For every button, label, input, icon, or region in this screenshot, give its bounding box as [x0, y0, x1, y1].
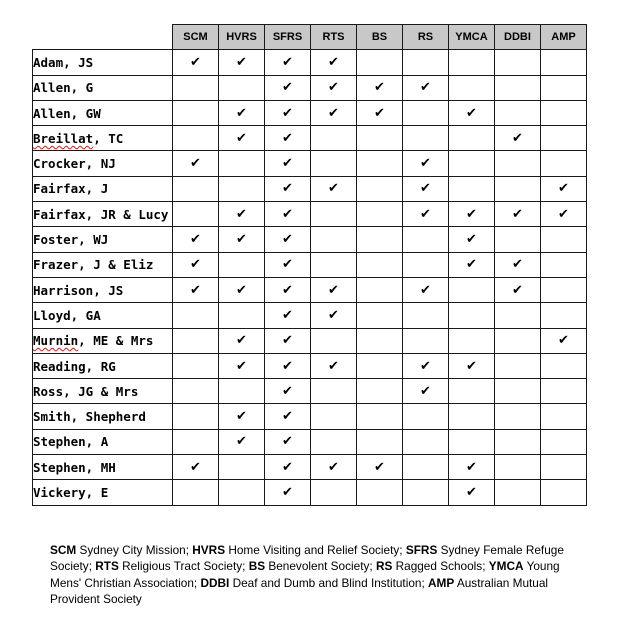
empty-cell	[219, 303, 265, 328]
empty-cell	[173, 303, 219, 328]
empty-cell	[403, 429, 449, 454]
check-mark-icon: ✔	[403, 151, 449, 176]
check-mark-icon: ✔	[219, 353, 265, 378]
member-name: Reading, RG	[33, 353, 173, 378]
empty-cell	[495, 404, 541, 429]
legend-abbr: SCM	[50, 543, 77, 557]
empty-cell	[173, 480, 219, 505]
empty-cell	[311, 404, 357, 429]
check-mark-icon: ✔	[265, 176, 311, 201]
column-header-amp: AMP	[541, 25, 587, 50]
column-header-scm: SCM	[173, 25, 219, 50]
table-row	[33, 429, 587, 454]
check-mark-icon: ✔	[311, 353, 357, 378]
check-mark-icon: ✔	[357, 100, 403, 125]
empty-cell	[311, 480, 357, 505]
empty-cell	[311, 227, 357, 252]
empty-cell	[541, 277, 587, 302]
legend-full-name: Religious Tract Society	[122, 559, 243, 574]
check-mark-icon: ✔	[265, 429, 311, 454]
legend-abbr: AMP	[428, 575, 455, 590]
empty-cell	[495, 379, 541, 404]
empty-cell	[541, 252, 587, 277]
empty-cell	[357, 303, 403, 328]
member-name: Fairfax, J	[33, 176, 173, 201]
check-mark-icon: ✔	[403, 277, 449, 302]
legend-full-name: Sydney Female Refuge Society	[50, 543, 564, 574]
empty-cell	[357, 126, 403, 151]
empty-cell	[357, 151, 403, 176]
empty-cell	[541, 429, 587, 454]
check-mark-icon: ✔	[219, 328, 265, 353]
member-name: Crocker, NJ	[33, 151, 173, 176]
check-mark-icon: ✔	[265, 379, 311, 404]
empty-cell	[449, 277, 495, 302]
check-mark-icon: ✔	[265, 50, 311, 75]
empty-cell	[403, 455, 449, 480]
column-header-ddbi: DDBI	[495, 25, 541, 50]
column-header-sfrs: SFRS	[265, 25, 311, 50]
empty-cell	[449, 151, 495, 176]
check-mark-icon: ✔	[449, 480, 495, 505]
empty-cell	[403, 227, 449, 252]
check-mark-icon: ✔	[265, 202, 311, 227]
empty-cell	[495, 303, 541, 328]
check-mark-icon: ✔	[357, 75, 403, 100]
empty-cell	[449, 429, 495, 454]
empty-cell	[449, 328, 495, 353]
empty-cell	[449, 303, 495, 328]
legend-footnote: SCM Sydney City Mission; HVRS Home Visiting and Relief Society; SFRS Sydney Female Refuge Society; RTS Religious Tract Society; BS Benevolent Society; RS Ragged Schools; YMCA Young Mens' Christian Association; DDBI Deaf and Dumb and Blind Institution; AMP Australian Mutual Provident Society	[50, 543, 564, 606]
empty-cell	[495, 480, 541, 505]
check-mark-icon: ✔	[173, 227, 219, 252]
check-mark-icon: ✔	[449, 455, 495, 480]
corner-cell	[33, 25, 173, 50]
member-name: Allen, G	[33, 75, 173, 100]
empty-cell	[357, 252, 403, 277]
table-row	[33, 252, 587, 277]
member-name: Smith, Shepherd	[33, 404, 173, 429]
table-row	[33, 202, 587, 227]
check-mark-icon: ✔	[495, 126, 541, 151]
check-mark-icon: ✔	[311, 75, 357, 100]
check-mark-icon: ✔	[403, 379, 449, 404]
check-mark-icon: ✔	[219, 404, 265, 429]
empty-cell	[173, 202, 219, 227]
empty-cell	[219, 151, 265, 176]
empty-cell	[541, 151, 587, 176]
empty-cell	[219, 176, 265, 201]
member-name: Stephen, MH	[33, 455, 173, 480]
check-mark-icon: ✔	[403, 75, 449, 100]
legend-full-name: Ragged Schools	[395, 559, 483, 574]
empty-cell	[449, 404, 495, 429]
check-mark-icon: ✔	[173, 252, 219, 277]
check-mark-icon: ✔	[541, 176, 587, 201]
empty-cell	[357, 277, 403, 302]
legend-abbr: BS	[248, 559, 266, 574]
empty-cell	[357, 176, 403, 201]
empty-cell	[173, 353, 219, 378]
table-row	[33, 455, 587, 480]
check-mark-icon: ✔	[265, 75, 311, 100]
check-mark-icon: ✔	[357, 455, 403, 480]
empty-cell	[357, 404, 403, 429]
empty-cell	[403, 404, 449, 429]
member-name: Foster, WJ	[33, 227, 173, 252]
check-mark-icon: ✔	[265, 303, 311, 328]
table-row	[33, 303, 587, 328]
legend-full-name: Sydney City Mission	[79, 543, 186, 557]
check-mark-icon: ✔	[311, 50, 357, 75]
empty-cell	[173, 328, 219, 353]
membership-table	[32, 24, 587, 506]
empty-cell	[311, 126, 357, 151]
check-mark-icon: ✔	[265, 328, 311, 353]
member-name: Lloyd, GA	[33, 303, 173, 328]
check-mark-icon: ✔	[449, 100, 495, 125]
member-name: Harrison, JS	[33, 277, 173, 302]
empty-cell	[541, 480, 587, 505]
table-row	[33, 151, 587, 176]
empty-cell	[541, 455, 587, 480]
check-mark-icon: ✔	[449, 252, 495, 277]
check-mark-icon: ✔	[311, 277, 357, 302]
empty-cell	[449, 126, 495, 151]
member-name: Adam, JS	[33, 50, 173, 75]
check-mark-icon: ✔	[219, 429, 265, 454]
empty-cell	[403, 126, 449, 151]
column-header-bs: BS	[357, 25, 403, 50]
check-mark-icon: ✔	[495, 252, 541, 277]
empty-cell	[403, 252, 449, 277]
column-header-ymca: YMCA	[449, 25, 495, 50]
check-mark-icon: ✔	[311, 455, 357, 480]
check-mark-icon: ✔	[219, 100, 265, 125]
empty-cell	[495, 353, 541, 378]
check-mark-icon: ✔	[449, 353, 495, 378]
column-header-hvrs: HVRS	[219, 25, 265, 50]
empty-cell	[541, 100, 587, 125]
empty-cell	[449, 75, 495, 100]
empty-cell	[311, 429, 357, 454]
check-mark-icon: ✔	[311, 176, 357, 201]
empty-cell	[173, 176, 219, 201]
empty-cell	[311, 379, 357, 404]
check-mark-icon: ✔	[265, 455, 311, 480]
empty-cell	[495, 100, 541, 125]
member-name: Breillat, TC	[33, 126, 173, 151]
empty-cell	[495, 455, 541, 480]
empty-cell	[495, 328, 541, 353]
empty-cell	[173, 379, 219, 404]
member-name: Vickery, E	[33, 480, 173, 505]
legend-full-name: Deaf and Dumb and Blind Institution	[232, 575, 422, 590]
empty-cell	[357, 353, 403, 378]
legend-abbr: RTS	[95, 559, 119, 574]
legend-full-name: Young Mens' Christian Association	[50, 559, 560, 590]
check-mark-icon: ✔	[219, 50, 265, 75]
empty-cell	[403, 50, 449, 75]
legend-abbr: YMCA	[488, 559, 524, 574]
member-name: Allen, GW	[33, 100, 173, 125]
empty-cell	[357, 202, 403, 227]
check-mark-icon: ✔	[449, 227, 495, 252]
empty-cell	[495, 50, 541, 75]
empty-cell	[541, 379, 587, 404]
empty-cell	[219, 379, 265, 404]
empty-cell	[541, 126, 587, 151]
check-mark-icon: ✔	[219, 126, 265, 151]
check-mark-icon: ✔	[495, 277, 541, 302]
check-mark-icon: ✔	[265, 353, 311, 378]
check-mark-icon: ✔	[403, 353, 449, 378]
check-mark-icon: ✔	[265, 404, 311, 429]
member-name: Frazer, J & Eliz	[33, 252, 173, 277]
check-mark-icon: ✔	[265, 100, 311, 125]
table-body	[33, 50, 587, 505]
empty-cell	[449, 176, 495, 201]
empty-cell	[357, 50, 403, 75]
empty-cell	[357, 379, 403, 404]
empty-cell	[495, 429, 541, 454]
empty-cell	[541, 404, 587, 429]
legend-full-name: Benevolent Society	[268, 559, 370, 574]
check-mark-icon: ✔	[495, 202, 541, 227]
empty-cell	[311, 151, 357, 176]
empty-cell	[173, 404, 219, 429]
check-mark-icon: ✔	[219, 227, 265, 252]
table-row	[33, 404, 587, 429]
check-mark-icon: ✔	[173, 50, 219, 75]
check-mark-icon: ✔	[449, 202, 495, 227]
check-mark-icon: ✔	[173, 277, 219, 302]
legend-full-name: Australian Mutual Provident Society	[50, 575, 549, 606]
empty-cell	[219, 252, 265, 277]
empty-cell	[357, 328, 403, 353]
empty-cell	[357, 227, 403, 252]
empty-cell	[357, 429, 403, 454]
table-row	[33, 277, 587, 302]
table-row	[33, 328, 587, 353]
empty-cell	[541, 50, 587, 75]
empty-cell	[541, 227, 587, 252]
check-mark-icon: ✔	[403, 202, 449, 227]
check-mark-icon: ✔	[265, 126, 311, 151]
legend-abbr: DDBI	[200, 575, 230, 590]
empty-cell	[495, 75, 541, 100]
empty-cell	[495, 151, 541, 176]
empty-cell	[449, 379, 495, 404]
legend-full-name: Home Visiting and Relief Society	[228, 543, 400, 557]
check-mark-icon: ✔	[265, 151, 311, 176]
table-row	[33, 227, 587, 252]
empty-cell	[219, 75, 265, 100]
header-row	[33, 25, 587, 50]
empty-cell	[541, 75, 587, 100]
empty-cell	[173, 429, 219, 454]
check-mark-icon: ✔	[403, 176, 449, 201]
empty-cell	[449, 50, 495, 75]
check-mark-icon: ✔	[265, 480, 311, 505]
legend-abbr: RS	[375, 559, 393, 574]
table-row	[33, 75, 587, 100]
empty-cell	[495, 227, 541, 252]
empty-cell	[173, 100, 219, 125]
table-row	[33, 126, 587, 151]
empty-cell	[403, 328, 449, 353]
table-row	[33, 100, 587, 125]
empty-cell	[541, 303, 587, 328]
column-header-rts: RTS	[311, 25, 357, 50]
check-mark-icon: ✔	[541, 202, 587, 227]
member-name: Ross, JG & Mrs	[33, 379, 173, 404]
empty-cell	[495, 176, 541, 201]
empty-cell	[357, 480, 403, 505]
empty-cell	[403, 303, 449, 328]
table-row	[33, 480, 587, 505]
member-name: Murnin, ME & Mrs	[33, 328, 173, 353]
check-mark-icon: ✔	[311, 303, 357, 328]
column-header-rs: RS	[403, 25, 449, 50]
check-mark-icon: ✔	[265, 227, 311, 252]
table-row	[33, 379, 587, 404]
legend-abbr: HVRS	[192, 543, 226, 557]
check-mark-icon: ✔	[173, 151, 219, 176]
empty-cell	[403, 100, 449, 125]
check-mark-icon: ✔	[311, 100, 357, 125]
check-mark-icon: ✔	[173, 455, 219, 480]
check-mark-icon: ✔	[541, 328, 587, 353]
empty-cell	[541, 353, 587, 378]
empty-cell	[173, 75, 219, 100]
table-row	[33, 50, 587, 75]
check-mark-icon: ✔	[219, 277, 265, 302]
check-mark-icon: ✔	[265, 252, 311, 277]
member-name: Stephen, A	[33, 429, 173, 454]
empty-cell	[311, 252, 357, 277]
table-row	[33, 176, 587, 201]
member-name: Fairfax, JR & Lucy	[33, 202, 173, 227]
check-mark-icon: ✔	[265, 277, 311, 302]
check-mark-icon: ✔	[219, 202, 265, 227]
empty-cell	[311, 202, 357, 227]
empty-cell	[173, 126, 219, 151]
empty-cell	[311, 328, 357, 353]
empty-cell	[219, 455, 265, 480]
empty-cell	[219, 480, 265, 505]
empty-cell	[403, 480, 449, 505]
legend-abbr: SFRS	[405, 543, 438, 557]
table-row	[33, 353, 587, 378]
